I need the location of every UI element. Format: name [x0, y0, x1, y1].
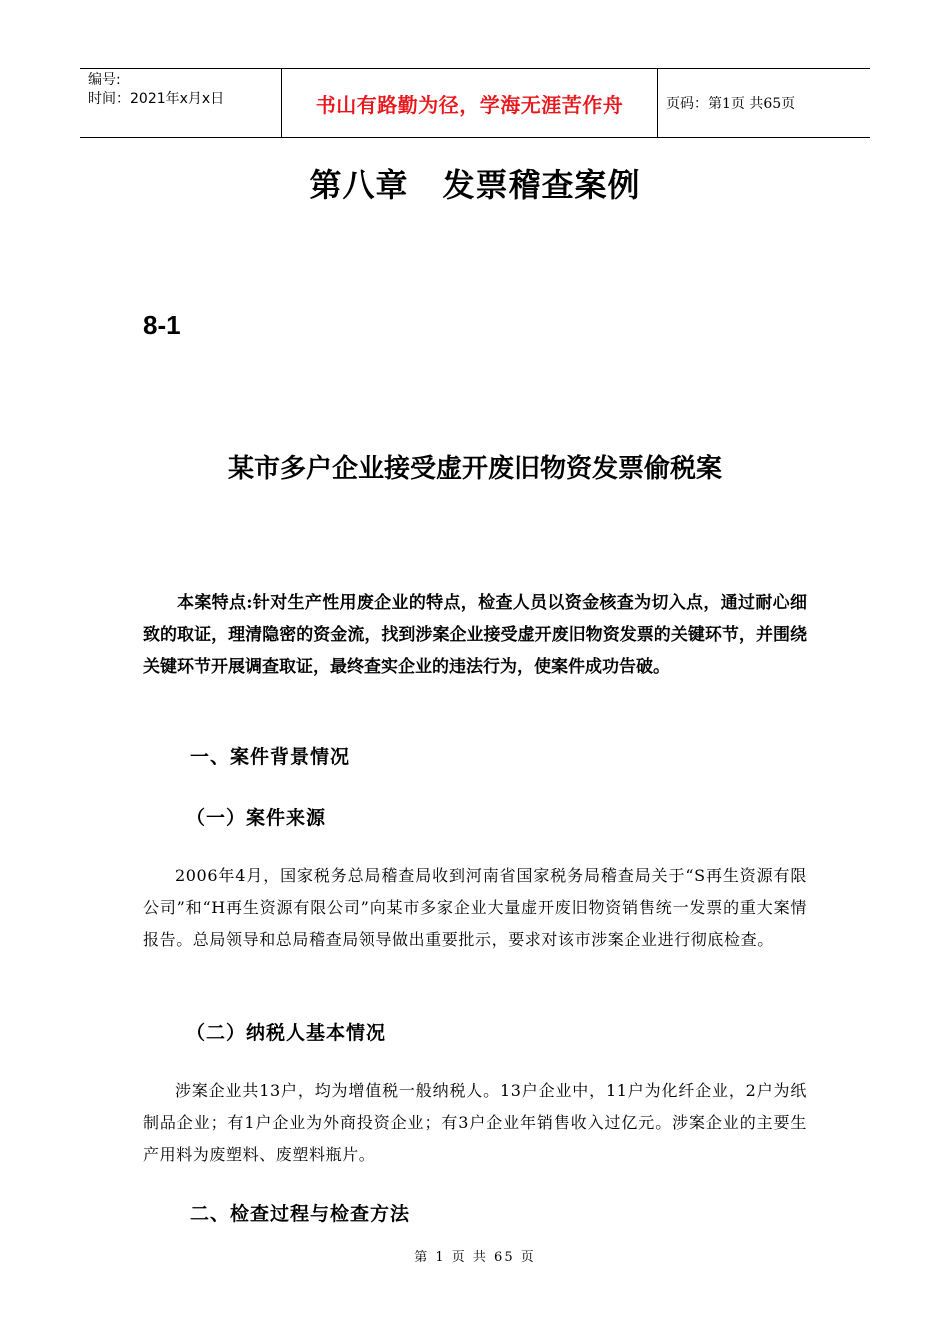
header-page-cell — [658, 69, 870, 137]
section2-heading: 二、检查过程与检查方法 — [190, 1203, 411, 1225]
serial-label: 编号: — [88, 72, 121, 88]
page-footer: 第 1 页 共 65 页 — [414, 1250, 536, 1265]
header-motto-cell — [282, 69, 658, 137]
case-title: 某市多户企业接受虚开废旧物资发票偷税案 — [227, 454, 722, 484]
page-header-table — [80, 68, 870, 138]
chapter-title — [0, 160, 950, 206]
section1-heading: 一、案件背景情况 — [190, 746, 351, 768]
feature-paragraph: 本案特点:针对生产性用废企业的特点，检查人员以资金核查为切入点，通过耐心细致的取证，理清隐密的资金流，找到涉案企业接受虚开废旧物资发票的关键环节，并围绕关键环节开展调查取证，最终查实企业的违法行为，使案件成功告破。 — [143, 593, 807, 677]
sub1-paragraph: 2006年4月，国家税务总局稽查局收到河南省国家税务局稽查局关于“S再生资源有限公司”和“H再生资源有限公司”向某市多家企业大量虚开废旧物资销售统一发票的重大案情报告。总局领导和总局稽查局领导做出重要批示，要求对该市涉案企业进行彻底检查。 — [143, 866, 807, 949]
case-number: 8-1 — [143, 310, 181, 340]
sub2-heading: （二）纳税人基本情况 — [186, 1022, 387, 1044]
page-info: 页码：第1页 共65页 — [666, 96, 796, 112]
chapter-label: 第八章 — [309, 166, 409, 204]
motto-text: 书山有路勤为径，学海无涯苦作舟 — [315, 92, 624, 117]
chapter-name: 发票稽查案例 — [442, 166, 641, 204]
sub1-heading: （一）案件来源 — [186, 807, 327, 829]
time-label: 时间：2021年x月x日 — [88, 91, 225, 107]
sub2-paragraph: 涉案企业共13户，均为增值税一般纳税人。13户企业中，11户为化纤企业，2户为纸制品企业；有1户企业为外商投资企业；有3户企业年销售收入过亿元。涉案企业的主要生产用料为废塑料、废塑料瓶片。 — [143, 1081, 807, 1164]
header-meta-cell — [80, 69, 282, 137]
